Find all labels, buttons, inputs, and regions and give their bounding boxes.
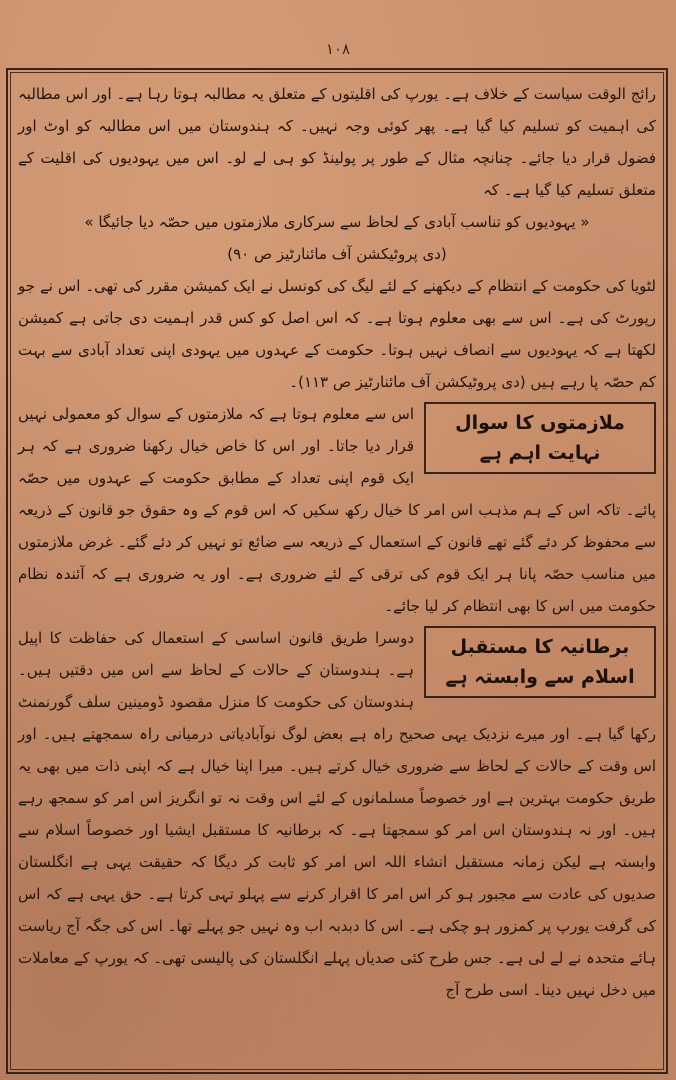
- side-heading-services: ملازمتوں کا سوال نہایت اہم ہے: [424, 402, 656, 474]
- page-border-frame: [6, 68, 668, 1074]
- side-heading-britain-future: برطانیہ کا مستقبل اسلام سے وابستہ ہے: [424, 626, 656, 698]
- page-number: ١٠٨: [325, 40, 351, 58]
- quote-citation: (دی پروٹیکشن آف مائنارٹیز ص ۹۰): [227, 245, 447, 263]
- page-body: [18, 78, 656, 1066]
- paragraph-2: لٹویا کی حکومت کے انتظام کے دیکھنے کے لئے لیگ کی کونسل نے ایک کمیشن مقرر کی تھی۔ اس نے جو رپورٹ کی ہے۔ اس سے بھی معلوم ہوتا ہے۔ کہ اس اصل کو کس قدر اہمیت دی جاتی ہے کمیشن لکھتا ہے کہ یہودیوں سے انصاف نہیں ہوتا۔ حکومت کے عہدوں میں یہودی اپنی تعداد آبادی سے بہت کم حصّہ پا رہے ہیں (دی پروٹیکشن آف مائنارٹیز ص ۱۱۳)۔: [18, 277, 656, 391]
- paragraph-1: رائج الوقت سیاست کے خلاف ہے۔ یورپ کی اقلیتوں کے متعلق یہ مطالبہ ہوتا رہا ہے۔ اور اس مطالبہ کی اہمیت کو تسلیم کیا گیا ہے۔ پھر کوئی وجہ نہیں۔ کہ ہندوستان میں اس مطالبہ کو اوٹ اور فضول قرار دیا جائے۔ چنانچہ مثال کے طور پر پولینڈ کو ہی لے لو۔ اس میں یہودیوں کی اقلیت کے متعلق تسلیم کیا گیا ہے۔ کہ: [18, 85, 656, 199]
- block-quote: « یہودیوں کو تناسب آبادی کے لحاظ سے سرکاری ملازمتوں میں حصّہ دیا جائیگا »: [84, 213, 590, 231]
- paragraph-3: اس سے معلوم ہوتا ہے کہ ملازمتوں کے سوال کو معمولی نہیں قرار دیا جاتا۔ اور اس کا خاص خیال رکھنا ضروری ہے کہ ہر ایک قوم اپنی تعداد کے مطابق حکومت کے عہدوں میں حصّہ پائے۔ تاکہ اس کے ہم مذہب اس امر کا خیال رکھ سکیں کہ اس قوم کے وہ حقوق جو قانون کے ذریعہ سے محفوظ کر دئے گئے تھے قانون کے استعمال کے ذریعہ سے ضائع تو نہیں کر دئے گئے۔ غرض ملازمتوں میں مناسب حصّہ پانا ہر ایک قوم کی ترقی کے لئے ضروری ہے۔ اور یہ ضروری ہے کہ آئندہ نظام حکومت میں اس کا بھی انتظام کر لیا جائے۔: [18, 405, 656, 615]
- paragraph-4: دوسرا طریق قانون اساسی کے استعمال کی حفاظت کا اپیل ہے۔ ہندوستان کے حالات کے لحاظ سے اس میں دقتیں ہیں۔ ہندوستان کی حکومت کا منزل مقصود ڈومینین سلف گورنمنٹ رکھا گیا ہے۔ اور میرے نزدیک یہی صحیح راہ ہے بعض لوگ نوآبادیاتی درمیانی راہ سمجھتے ہیں۔ اور اس وقت کے حالات کے لحاظ سے ضروری خیال کرتے ہیں۔ میرا اپنا خیال ہے کہ اپنی ذات میں بھی یہ طریق حکومت بہترین ہے اور خصوصاً مسلمانوں کے لئے اس وقت نہ تو انگریز اس امر کو سمجھ رہے ہیں۔ اور نہ ہندوستان اس امر کو سمجھتا ہے۔ کہ برطانیہ کا مستقبل ایشیا اور خصوصاً اسلام سے وابستہ ہے لیکن زمانہ مستقبل انشاء اللہ اس امر کو ثابت کر دیگا کہ حقیقت یہی ہے انگلستان صدیوں کی عادت سے مجبور ہو کر اس امر کا اقرار کرنے سے پہلو تہی کرتا ہے۔ حق یہی ہے کہ اس کی گرفت یورپ پر کمزور ہو چکی ہے۔ اس کا دبدبہ اب وہ نہیں جو پہلے تھا۔ اس کی جگہ آج ریاست ہائے متحدہ نے لے لی ہے۔ جس طرح کئی صدیاں پہلے انگلستان کی پالیسی تھی۔ کہ یورپ کے معاملات میں دخل نہیں دینا۔ اسی طرح آج: [18, 629, 656, 999]
